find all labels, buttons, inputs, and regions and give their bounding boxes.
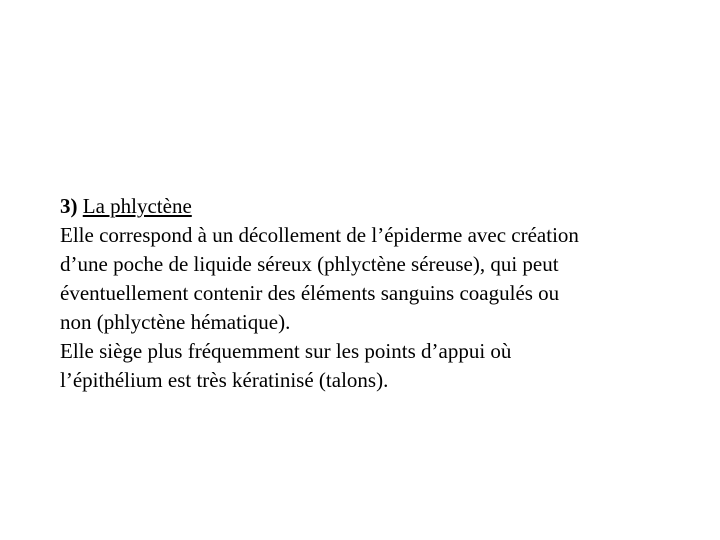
paragraph-line: éventuellement contenir des éléments sanguins coagulés ou (60, 281, 560, 305)
paragraph-line: Elle siège plus fréquemment sur les points d’appui où (60, 339, 512, 363)
heading-number: 3) (60, 194, 83, 218)
paragraph-line: Elle correspond à un décollement de l’épiderme avec création (60, 223, 579, 247)
paragraph-line: l’épithélium est très kératinisé (talons). (60, 368, 389, 392)
paragraph-line: non (phlyctène hématique). (60, 310, 291, 334)
paragraph-line: d’une poche de liquide séreux (phlyctène séreuse), qui peut (60, 252, 559, 276)
text-block (60, 192, 680, 395)
section-heading (60, 192, 680, 221)
heading-title: La phlyctène (82, 194, 192, 218)
